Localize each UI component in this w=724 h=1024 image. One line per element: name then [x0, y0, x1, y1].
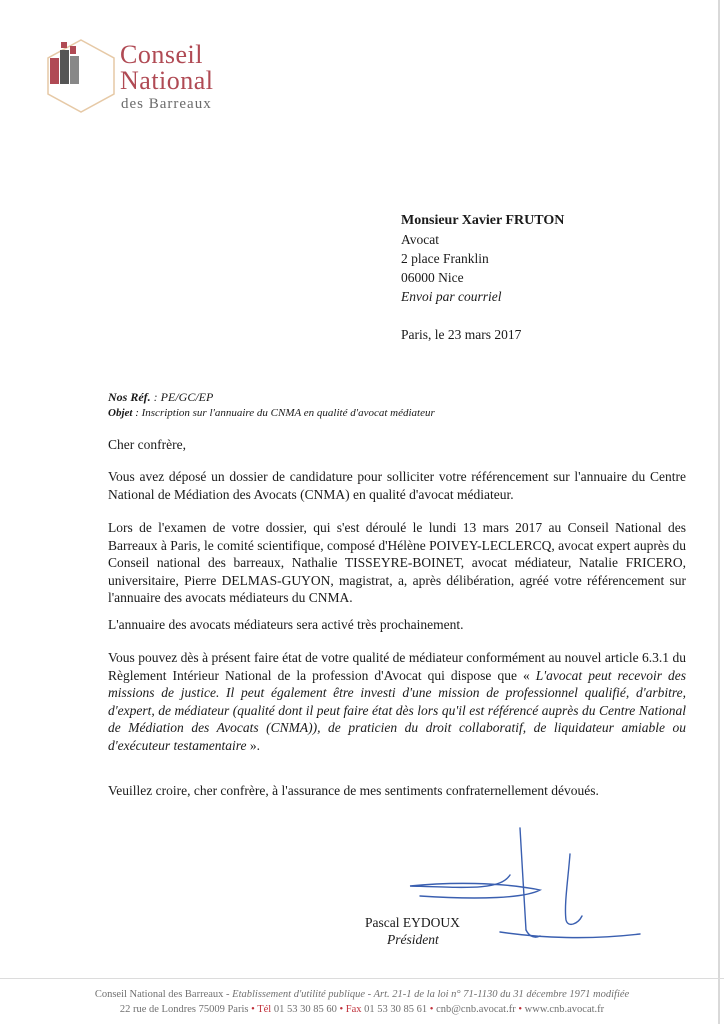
letter-date: Paris, le 23 mars 2017	[401, 327, 522, 342]
paragraph-4-quote: L'avocat peut recevoir des missions de justice. Il peut également être investi d'une mission de professionnel qualifié, d'arbitre, d'expert, de médiateur (qualité dont il peut faire état dès lors qu'il est référencé auprès du Centre National de Médiation des Avocats (CNMA)), de praticien du droit collaboratif, de liquidateur amiable ou d'exécuteur testamentaire	[108, 667, 686, 753]
footer-bullet: •	[427, 1004, 437, 1015]
paragraph-3	[108, 616, 686, 634]
object-line	[108, 405, 435, 421]
object-value: : Inscription sur l'annuaire du CNMA en qualité d'avocat médiateur	[132, 407, 435, 419]
page-edge	[718, 0, 720, 1024]
paragraph-1-text: Vous avez déposé un dossier de candidature pour solliciter votre référencement sur l'annuaire du Centre National de Médiation des Avocats (CNMA) en qualité d'avocat médiateur.	[108, 469, 686, 502]
footer-line-2	[0, 1002, 724, 1017]
paragraph-4	[108, 649, 686, 754]
logo-title-line2: National	[120, 66, 214, 95]
logo-title-line3: des Barreaux	[121, 96, 212, 112]
recipient-address	[401, 211, 564, 306]
paragraph-3-text: L'annuaire des avocats médiateurs sera activé très prochainement.	[108, 617, 464, 632]
recipient-title: Avocat	[401, 232, 439, 247]
object-label: Objet	[108, 407, 133, 419]
signer-role: Président	[387, 932, 439, 947]
paragraph-2	[108, 519, 686, 607]
paragraph-2-text: Lors de l'examen de votre dossier, qui s'est déroulé le lundi 13 mars 2017 au Conseil National des Barreaux à Paris, le comité scientifique, composé d'Hélène POIVEY-LECLERCQ, avocat expert auprès du Conseil national des barreaux, Nathalie TISSEYRE-BOINET, avocat médiateur, Natalie FRICERO, universitaire, Pierre DELMAS-GUYON, magistrat, a, après délibération, agréé votre référencement sur l'annuaire des avocats médiateurs du CNMA.	[108, 520, 686, 605]
logo-title-line1: Conseil	[120, 40, 203, 69]
recipient-street: 2 place Franklin	[401, 251, 489, 266]
footer-address: 22 rue de Londres 75009 Paris	[119, 1004, 249, 1015]
signer-block	[365, 914, 460, 948]
signer-name: Pascal EYDOUX	[365, 915, 460, 930]
footer-legal: Etablissement d'utilité publique - Art. 21-1 de la loi n° 71-1130 du 31 décembre 1971 modifiée	[232, 989, 630, 1000]
delivery-method: Envoi par courriel	[401, 289, 502, 304]
footer-email[interactable]: cnb@cnb.avocat.fr	[436, 1004, 516, 1015]
paragraph-1	[108, 468, 686, 503]
footer-bullet: •	[248, 1004, 258, 1015]
closing	[108, 782, 686, 800]
paragraph-4-start: Vous pouvez dès à présent faire état de votre qualité de médiateur conformément au nouvel article 6.3.1 du Règlement Intérieur National de la profession d'Avocat qui dispose que «	[108, 650, 686, 683]
salutation	[108, 436, 686, 454]
salutation-text: Cher confrère,	[108, 437, 186, 452]
cnb-logo-icon	[44, 36, 118, 116]
closing-text: Veuillez croire, cher confrère, à l'assurance de mes sentiments confraternellement dévoués.	[108, 783, 599, 798]
footer-bullet: •	[336, 1004, 346, 1015]
cnb-logo	[44, 36, 244, 116]
footer-tel: 01 53 30 85 60	[271, 1004, 337, 1015]
recipient-city: 06000 Nice	[401, 270, 464, 285]
footer-line-1	[0, 987, 724, 1002]
footer-divider	[0, 978, 724, 979]
footer-web[interactable]: www.cnb.avocat.fr	[524, 1004, 605, 1015]
footer-fax: 01 53 30 85 61	[361, 1004, 428, 1015]
footer-org: Conseil National des Barreaux -	[94, 989, 233, 1000]
reference-block	[108, 389, 435, 421]
reference-value: : PE/GC/EP	[150, 390, 214, 404]
reference-label: Nos Réf.	[108, 390, 151, 404]
recipient-name: Monsieur Xavier FRUTON	[401, 213, 565, 228]
paragraph-4-end: ».	[246, 737, 260, 753]
footer-tel-label: Tél	[257, 1004, 272, 1015]
footer-fax-label: Fax	[345, 1004, 362, 1015]
reference-line	[108, 389, 435, 405]
footer-bullet: •	[515, 1004, 525, 1015]
paragraph-4-text	[108, 649, 686, 754]
